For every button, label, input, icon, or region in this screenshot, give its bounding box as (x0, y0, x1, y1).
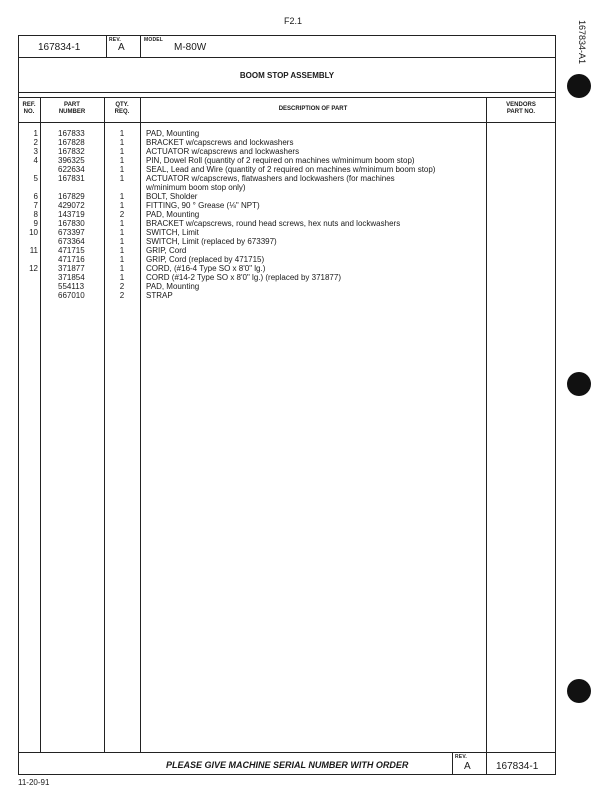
document-title: BOOM STOP ASSEMBLY (239, 71, 335, 80)
col-divider-ref (40, 97, 41, 752)
row-description: PAD, Mounting (146, 210, 200, 219)
col-header-ref-line2: NO. (23, 109, 35, 115)
body-bottom-rule (18, 752, 556, 753)
row-description: PIN, Dowel Roll (quantity of 2 required on machines w/minimum boom stop) (146, 156, 415, 165)
column-header-bottom-rule (18, 122, 556, 123)
row-part-number: 167830 (58, 219, 85, 228)
row-quantity (104, 183, 140, 192)
footer-part-number: 167834-1 (496, 761, 539, 772)
row-description: PAD, Mounting (146, 282, 200, 291)
header-part-number: 167834-1 (38, 42, 81, 53)
row-description: CORD, (#16-4 Type SO x 8'0" lg.) (146, 264, 266, 273)
header-divider-2 (140, 35, 141, 57)
col-header-vendor-line2: PART NO. (506, 109, 536, 115)
binder-hole-top (567, 74, 591, 98)
row-quantity: 1 (119, 255, 125, 264)
row-ref-number (18, 273, 38, 282)
row-part-number: 622634 (58, 165, 85, 174)
col-divider-desc (486, 97, 487, 752)
row-part-number: 167831 (58, 174, 85, 183)
row-ref-number: 3 (33, 147, 38, 156)
binder-hole-middle (567, 372, 591, 396)
row-quantity: 1 (119, 138, 125, 147)
row-description: STRAP (146, 291, 173, 300)
footer-divider-1 (452, 752, 453, 775)
row-quantity: 2 (119, 291, 125, 300)
side-document-code: 167834-A1 (577, 20, 587, 65)
row-description: CORD (#14-2 Type SO x 8'0" lg.) (replaced by 371877) (146, 273, 341, 282)
row-quantity: 1 (119, 129, 125, 138)
col-header-ref-line1: REF. (22, 102, 36, 108)
row-description: SEAL, Lead and Wire (quantity of 2 required on machines w/minimum boom stop) (146, 165, 436, 174)
row-part-number: 673397 (58, 228, 85, 237)
row-ref-number: 10 (29, 228, 38, 237)
row-part-number: 371877 (58, 264, 85, 273)
row-part-number: 167828 (58, 138, 85, 147)
col-header-ref (18, 102, 40, 116)
row-part-number: 471716 (58, 255, 85, 264)
col-header-vendor (486, 102, 556, 116)
body-top-rule (18, 97, 556, 98)
row-quantity: 1 (119, 156, 125, 165)
header-model-label: MODEL (144, 37, 164, 43)
footer-rev-label: REV. (455, 754, 468, 760)
row-part-number: 673364 (58, 237, 85, 246)
col-header-part-line1: PART (64, 102, 80, 108)
row-part-number: 167833 (58, 129, 85, 138)
col-header-qty-line1: QTY. (115, 102, 129, 108)
row-description: w/minimum boom stop only) (146, 183, 246, 192)
header-rev-label: REV. (109, 37, 122, 43)
row-quantity: 1 (119, 219, 125, 228)
row-description: ACTUATOR w/capscrews and lockwashers (146, 147, 300, 156)
row-part-number: 167829 (58, 192, 85, 201)
row-ref-number (18, 255, 38, 264)
col-header-part (40, 102, 104, 116)
row-quantity: 1 (119, 228, 125, 237)
row-quantity: 1 (119, 273, 125, 282)
row-ref-number: 8 (33, 210, 38, 219)
footer-rev-value: A (464, 761, 471, 772)
header-divider-1 (106, 35, 107, 57)
row-part-number: 667010 (58, 291, 85, 300)
row-quantity: 2 (119, 210, 125, 219)
footer-divider-2 (486, 752, 487, 775)
row-ref-number (18, 183, 38, 192)
col-header-qty (104, 102, 140, 116)
col-header-vendor-line1: VENDORS (506, 102, 536, 108)
col-header-description: DESCRIPTION OF PART (278, 106, 348, 112)
row-description: ACTUATOR w/capscrews, flatwashers and lockwashers (for machines (146, 174, 395, 183)
row-description: BRACKET w/capscrews, round head screws, hex nuts and lockwashers (146, 219, 401, 228)
col-header-qty-line2: REQ. (114, 109, 130, 115)
row-description: BRACKET w/capscrews and lockwashers (146, 138, 294, 147)
revision-date: 11-20-91 (18, 778, 50, 787)
row-quantity: 1 (119, 165, 125, 174)
row-quantity: 1 (119, 174, 125, 183)
row-ref-number (18, 291, 38, 300)
row-ref-number: 9 (33, 219, 38, 228)
page-reference: F2.1 (284, 16, 303, 26)
row-quantity: 1 (119, 264, 125, 273)
row-description: GRIP, Cord (replaced by 471715) (146, 255, 265, 264)
title-bottom-rule (18, 92, 556, 93)
binder-hole-bottom (567, 679, 591, 703)
row-quantity: 1 (119, 246, 125, 255)
row-part-number: 167832 (58, 147, 85, 156)
row-part-number: 471715 (58, 246, 85, 255)
row-quantity: 1 (119, 147, 125, 156)
header-bottom-rule (18, 57, 556, 58)
row-ref-number: 4 (33, 156, 38, 165)
row-ref-number (18, 237, 38, 246)
row-quantity: 1 (119, 237, 125, 246)
col-divider-qty (140, 97, 141, 752)
row-description: SWITCH, Limit (146, 228, 199, 237)
row-ref-number: 11 (29, 246, 38, 255)
row-quantity: 1 (119, 192, 125, 201)
row-quantity: 1 (119, 201, 125, 210)
col-header-part-line2: NUMBER (58, 109, 86, 115)
row-ref-number: 6 (33, 192, 38, 201)
row-ref-number: 7 (33, 201, 38, 210)
row-part-number: 143719 (58, 210, 85, 219)
row-ref-number (18, 165, 38, 174)
row-description: FITTING, 90 ° Grease (⅛" NPT) (146, 201, 260, 210)
header-model-value: M-80W (174, 42, 207, 53)
row-ref-number: 12 (29, 264, 38, 273)
row-part-number: 371854 (58, 273, 85, 282)
row-description: PAD, Mounting (146, 129, 200, 138)
row-description: SWITCH, Limit (replaced by 673397) (146, 237, 277, 246)
row-description: GRIP, Cord (146, 246, 187, 255)
row-quantity: 2 (119, 282, 125, 291)
row-ref-number (18, 282, 38, 291)
header-rev-value: A (118, 42, 125, 53)
row-part-number: 429072 (58, 201, 85, 210)
footer-order-message: PLEASE GIVE MACHINE SERIAL NUMBER WITH ORDER (166, 760, 409, 770)
row-ref-number: 2 (33, 138, 38, 147)
row-part-number: 554113 (58, 282, 85, 291)
row-ref-number: 5 (33, 174, 38, 183)
row-description: BOLT, Sholder (146, 192, 198, 201)
row-ref-number: 1 (33, 129, 38, 138)
row-part-number: 396325 (58, 156, 85, 165)
